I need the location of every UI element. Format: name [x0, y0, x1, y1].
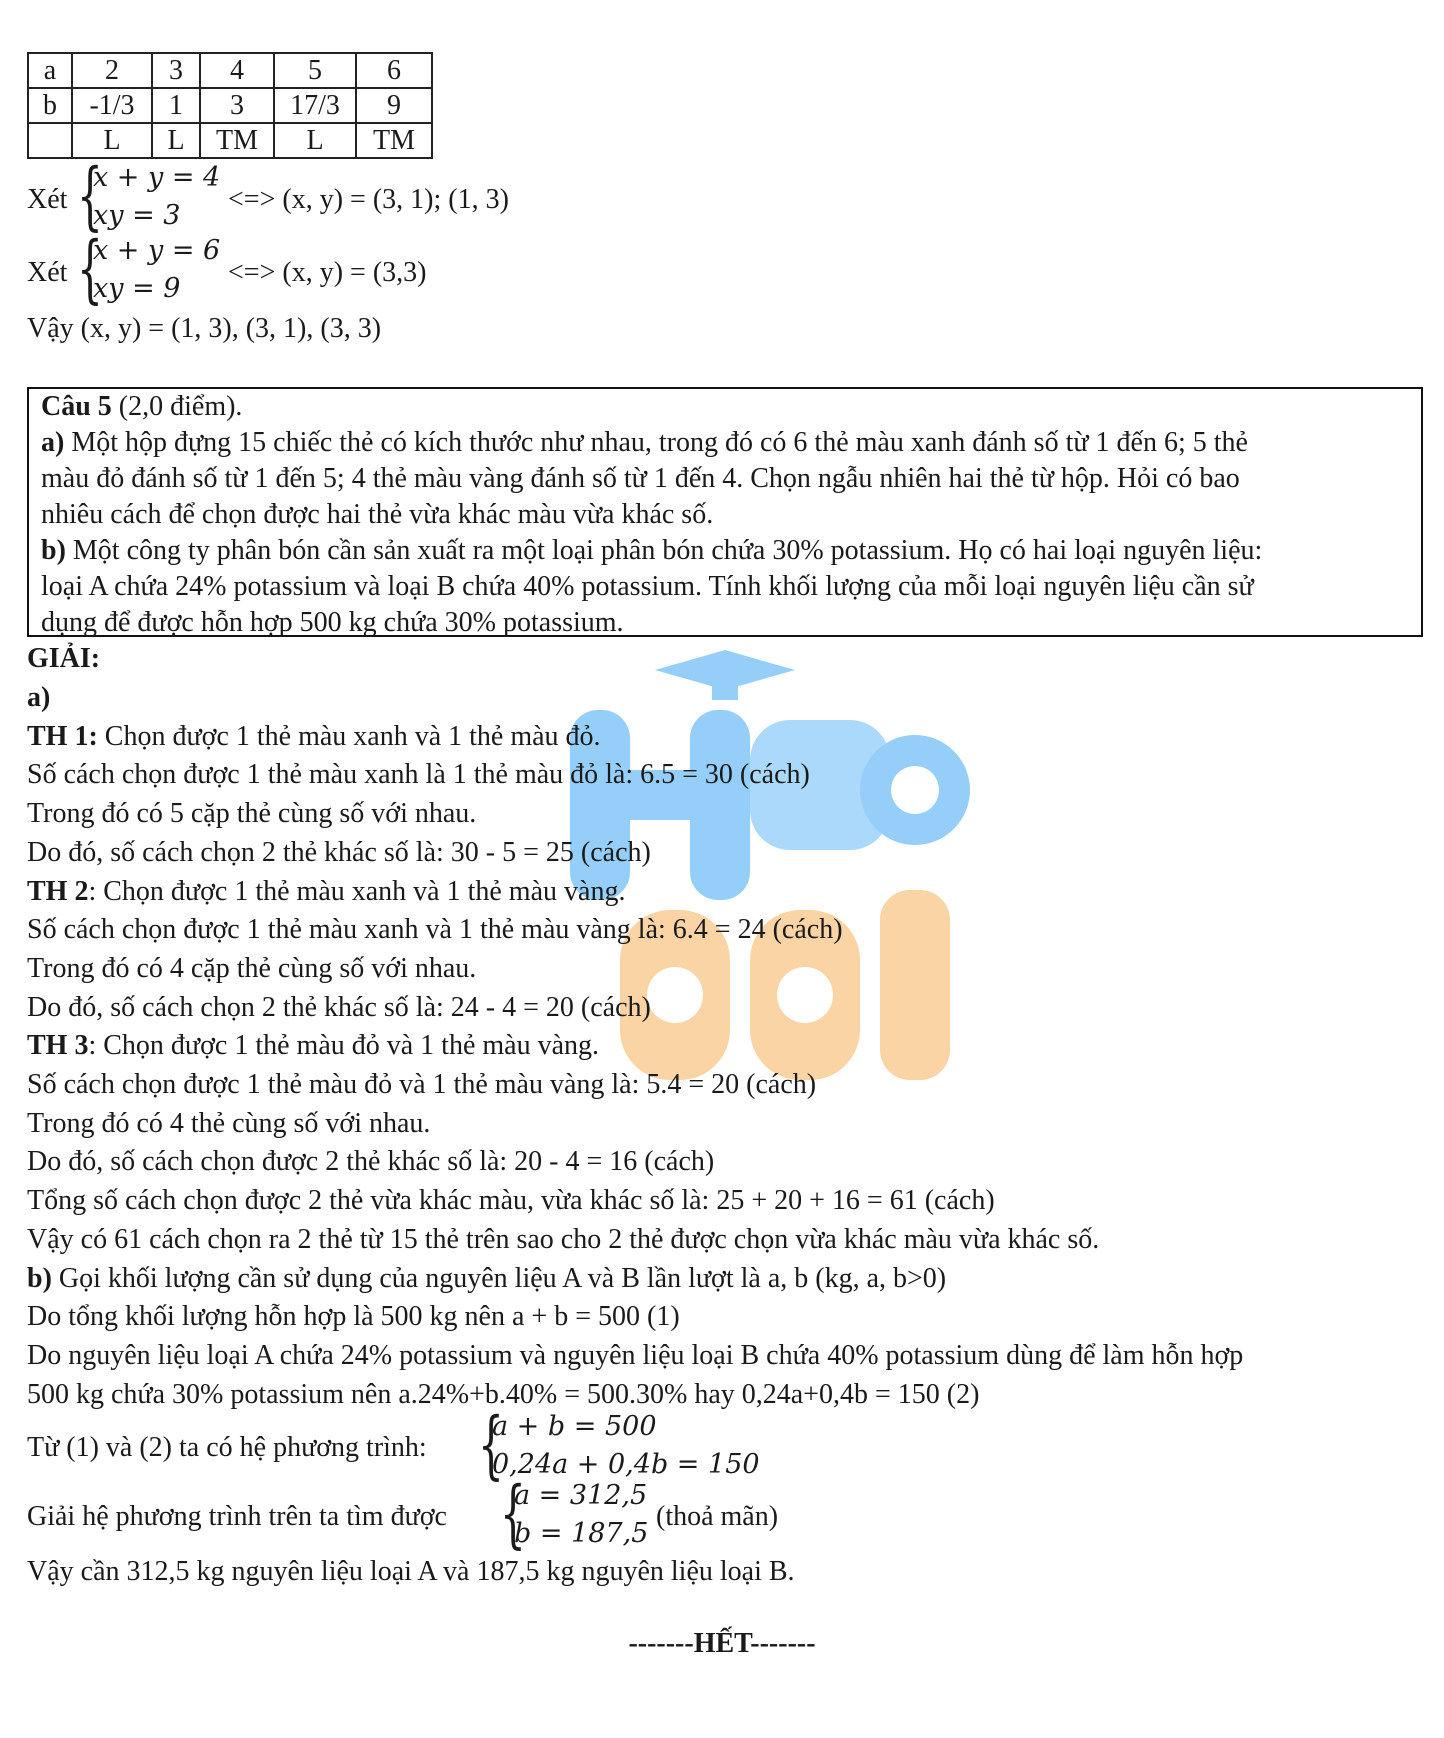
case-text: : Chọn được 1 thẻ màu đỏ và 1 thẻ màu vàng.: [88, 1030, 600, 1061]
intro-conclusion: Vậy (x, y) = (1, 3), (3, 1), (3, 3): [27, 313, 382, 344]
solution-line: Số cách chọn được 1 thẻ màu xanh và 1 thẻ màu vàng là: 6.4 = 24 (cách): [27, 914, 843, 945]
part-label: a): [41, 427, 65, 458]
system-result: <=> (x, y) = (3,3): [228, 257, 427, 288]
question-a-line: [41, 425, 1248, 461]
end-mark-text: -------HẾT-------: [628, 1628, 816, 1659]
equation: a + b = 500: [492, 1411, 657, 1442]
table-cell: a: [28, 53, 72, 88]
case-1: [27, 718, 601, 756]
solution-line: Do nguyên liệu loại A chứa 24% potassium và nguyên liệu loại B chứa 40% potassium dùng để làm hỗn hợp: [27, 1340, 1244, 1371]
system-label: Giải hệ phương trình trên ta tìm được: [27, 1501, 447, 1532]
brace: {: [500, 1471, 526, 1557]
part-label: b): [27, 1263, 52, 1294]
table-cell: L: [274, 123, 356, 158]
brace: {: [478, 1402, 504, 1488]
table-cell: 5: [274, 53, 356, 88]
equation: 0,24a + 0,4b = 150: [492, 1449, 760, 1480]
part-label: b): [41, 535, 66, 566]
table-row: [28, 88, 432, 123]
question-points: (2,0 điểm).: [111, 391, 243, 422]
solution-text: Gọi khối lượng cần sử dụng của nguyên liệu A và B lần lượt là a, b (kg, a, b>0): [51, 1263, 947, 1294]
solution-line: Số cách chọn được 1 thẻ màu đỏ và 1 thẻ màu vàng là: 5.4 = 20 (cách): [27, 1069, 817, 1100]
case-text: : Chọn được 1 thẻ màu xanh và 1 thẻ màu vàng.: [88, 876, 626, 907]
table-cell: 6: [356, 53, 432, 88]
case-label: TH 2: [27, 876, 89, 907]
part-a-label: [27, 679, 50, 717]
question-b-line: [41, 533, 1262, 569]
equation: b = 187,5: [514, 1518, 649, 1549]
case-label: TH 3: [27, 1030, 89, 1061]
solution-line: Do tổng khối lượng hỗn hợp là 500 kg nên a + b = 500 (1): [27, 1301, 680, 1332]
table-cell: TM: [200, 123, 274, 158]
table-cell: 4: [200, 53, 274, 88]
equation: x + y = 4: [93, 162, 221, 193]
table-cell: TM: [356, 123, 432, 158]
case-label: TH 1:: [27, 721, 98, 752]
question-text: màu đỏ đánh số từ 1 đến 5; 4 thẻ màu vàng đánh số từ 1 đến 4. Chọn ngẫu nhiên hai thẻ từ hộp. Hỏi có bao: [41, 463, 1240, 494]
case-3: [27, 1027, 599, 1065]
system-label: Từ (1) và (2) ta có hệ phương trình:: [27, 1432, 427, 1463]
question-text: dụng để được hỗn hợp 500 kg chứa 30% potassium.: [41, 607, 624, 638]
table-cell: L: [72, 123, 152, 158]
brace: {: [77, 153, 103, 239]
solution-line: 500 kg chứa 30% potassium nên a.24%+b.40% = 500.30% hay 0,24a+0,4b = 150 (2): [27, 1379, 980, 1410]
solution-line: Trong đó có 4 cặp thẻ cùng số với nhau.: [27, 953, 477, 984]
question-text: Một hộp đựng 15 chiếc thẻ có kích thước như nhau, trong đó có 6 thẻ màu xanh đánh số từ 1 đến 6; 5 thẻ: [64, 427, 1248, 458]
question-text: Một công ty phân bón cần sản xuất ra một loại phân bón chứa 30% potassium. Họ có hai loại nguyên liệu:: [65, 535, 1263, 566]
part-label: a): [27, 682, 51, 713]
solution-line: Do đó, số cách chọn được 2 thẻ khác số là: 20 - 4 = 16 (cách): [27, 1146, 715, 1177]
table-cell: [28, 123, 72, 158]
xet-label: Xét: [27, 257, 68, 288]
solution-total: Tổng số cách chọn được 2 thẻ vừa khác màu, vừa khác số là: 25 + 20 + 16 = 61 (cách): [27, 1185, 995, 1216]
solution-heading-text: GIẢI:: [27, 643, 101, 674]
solution-line: Do đó, số cách chọn 2 thẻ khác số là: 24 - 4 = 20 (cách): [27, 992, 651, 1023]
question-text: loại A chứa 24% potassium và loại B chứa 40% potassium. Tính khối lượng của mỗi loại nguyên liệu cần sử: [41, 571, 1254, 602]
value-table: [27, 52, 433, 159]
table-row: [28, 53, 432, 88]
table-cell: 17/3: [274, 88, 356, 123]
table-cell: b: [28, 88, 72, 123]
table-cell: 1: [152, 88, 200, 123]
system-result: <=> (x, y) = (3, 1); (1, 3): [228, 184, 509, 215]
part-a-conclusion: Vậy có 61 cách chọn ra 2 thẻ từ 15 thẻ trên sao cho 2 thẻ được chọn vừa khác màu vừa khác số.: [27, 1224, 1100, 1255]
table-cell: -1/3: [72, 88, 152, 123]
xet-label: Xét: [27, 184, 68, 215]
part-b-intro: [27, 1260, 946, 1298]
equation: a = 312,5: [514, 1480, 648, 1511]
table-cell: 9: [356, 88, 432, 123]
case-2: [27, 873, 625, 911]
question-number: Câu 5: [41, 391, 112, 422]
solution-line: Do đó, số cách chọn 2 thẻ khác số là: 30 - 5 = 25 (cách): [27, 837, 651, 868]
solution-line: Trong đó có 4 thẻ cùng số với nhau.: [27, 1108, 431, 1139]
question-text: nhiêu cách để chọn được hai thẻ vừa khác màu vừa khác số.: [41, 499, 714, 530]
table-cell: 3: [200, 88, 274, 123]
question-box: [27, 387, 1423, 637]
table-cell: L: [152, 123, 200, 158]
table-cell: 3: [152, 53, 200, 88]
end-mark: [0, 1628, 1444, 1660]
solution-heading: [27, 640, 100, 678]
question-title: [41, 389, 242, 425]
part-b-conclusion: Vậy cần 312,5 kg nguyên liệu loại A và 187,5 kg nguyên liệu loại B.: [27, 1556, 795, 1587]
equation: x + y = 6: [93, 235, 221, 266]
equation: xy = 3: [93, 200, 181, 231]
case-text: Chọn được 1 thẻ màu xanh và 1 thẻ màu đỏ.: [97, 721, 601, 752]
system-suffix: (thoả mãn): [656, 1501, 779, 1532]
solution-line: Trong đó có 5 cặp thẻ cùng số với nhau.: [27, 798, 477, 829]
solution-line: Số cách chọn được 1 thẻ màu xanh là 1 thẻ màu đỏ là: 6.5 = 30 (cách): [27, 759, 810, 790]
brace: {: [77, 226, 103, 312]
equation: xy = 9: [93, 273, 181, 304]
table-cell: 2: [72, 53, 152, 88]
